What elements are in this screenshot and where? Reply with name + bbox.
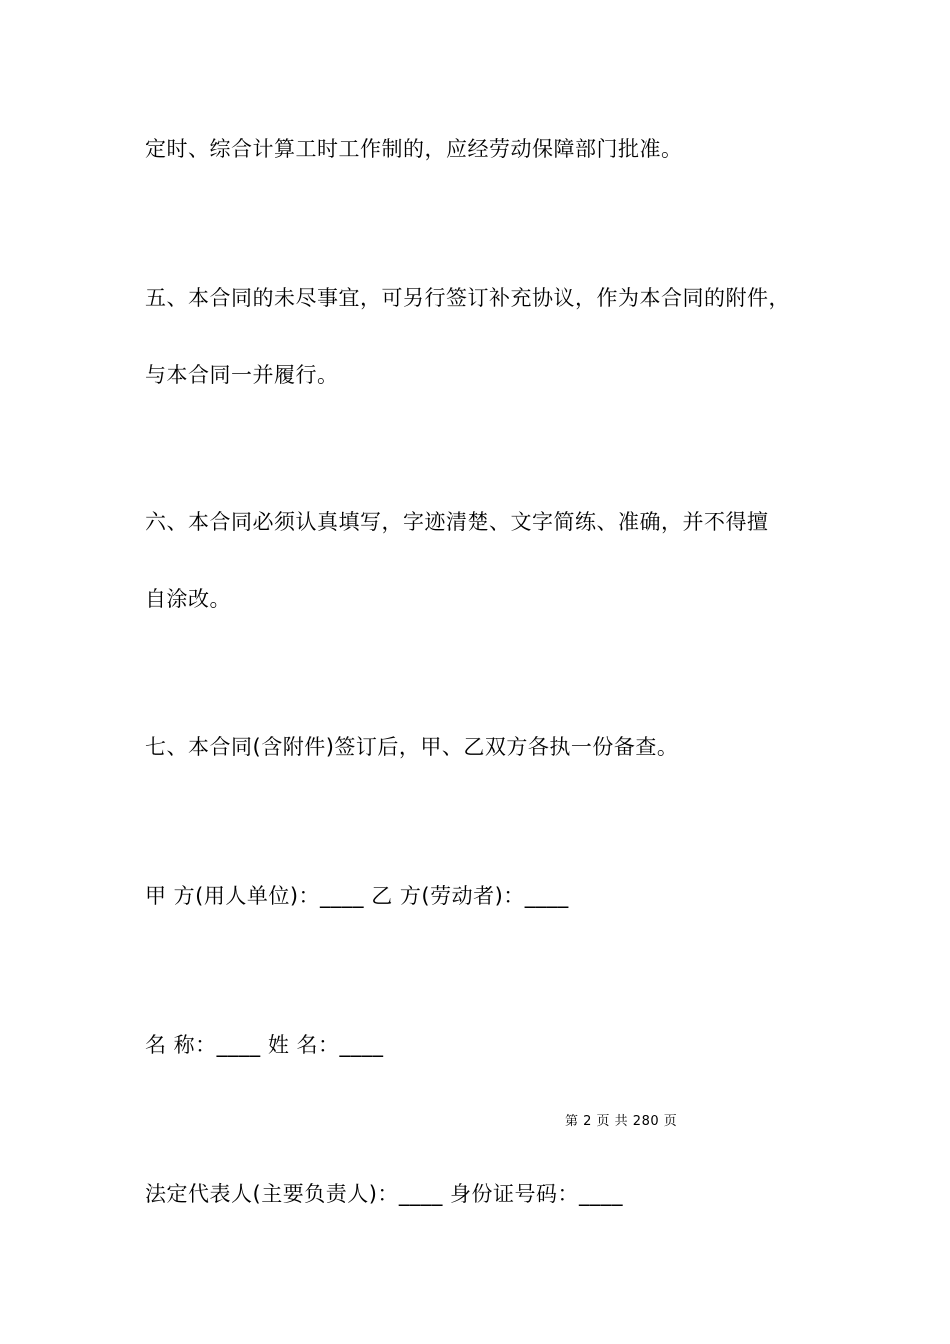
party-signature-line: 甲 方(用人单位)：____ 乙 方(劳动者)：____ <box>145 884 569 908</box>
page-number-footer: 第 2 页 共 280 页 <box>565 1114 678 1129</box>
paragraph-line-1: 定时、综合计算工时工作制的，应经劳动保障部门批准。 <box>145 137 683 161</box>
legal-representative-line: 法定代表人(主要负责人)：____ 身份证号码：____ <box>145 1182 624 1206</box>
clause-seven: 七、本合同(含附件)签订后，甲、乙双方各执一份备查。 <box>145 735 679 759</box>
clause-five-line-1: 五、本合同的未尽事宜，可另行签订补充协议，作为本合同的附件， <box>145 286 790 310</box>
name-signature-line: 名 称：____ 姓 名：____ <box>145 1033 384 1057</box>
clause-six-line-2: 自涂改。 <box>145 587 231 611</box>
clause-six-line-1: 六、本合同必须认真填写，字迹清楚、文字简练、准确，并不得擅 <box>145 510 769 534</box>
clause-five-line-2: 与本合同一并履行。 <box>145 363 339 387</box>
